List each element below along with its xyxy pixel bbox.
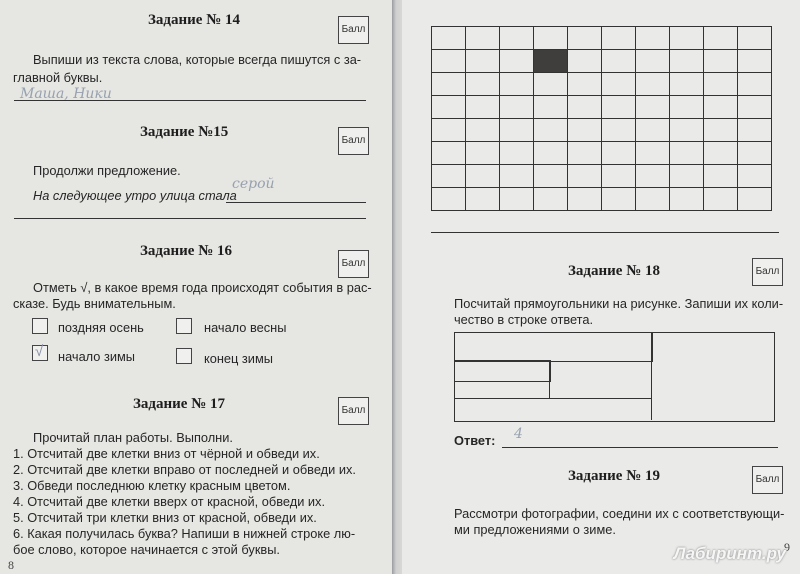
task14-answer-line[interactable]: [14, 100, 366, 101]
task18-handwritten-answer: 4: [514, 426, 523, 442]
grid-cell[interactable]: [500, 188, 534, 211]
grid-cell[interactable]: [704, 96, 738, 119]
task19-text2: ми предложениями о зиме.: [454, 522, 616, 537]
grid-cell[interactable]: [670, 50, 704, 73]
grid-cell[interactable]: [602, 142, 636, 165]
checkmark-icon: √: [35, 343, 44, 360]
task18-score-box[interactable]: Балл: [752, 258, 783, 286]
grid-cell[interactable]: [636, 142, 670, 165]
page-number-left: 8: [8, 558, 14, 572]
grid-cell[interactable]: [670, 27, 704, 50]
task17-step-3: 3. Обведи последнюю клетку красным цветом.: [13, 478, 291, 493]
grid-cell[interactable]: [636, 73, 670, 96]
rect-bottom-line: [454, 398, 651, 399]
option-early-winter-label: начало зимы: [58, 349, 135, 364]
grid-cell[interactable]: [432, 96, 466, 119]
task15-title: Задание №15: [140, 124, 229, 140]
grid-cell[interactable]: [738, 73, 772, 96]
checkbox-early-spring[interactable]: [176, 318, 192, 334]
grid-cell[interactable]: [534, 188, 568, 211]
grid-cell[interactable]: [670, 96, 704, 119]
grid-cell[interactable]: [602, 27, 636, 50]
grid-cell[interactable]: [738, 142, 772, 165]
grid-cell[interactable]: [466, 142, 500, 165]
grid-cell[interactable]: [534, 50, 568, 73]
task17-step-2: 2. Отсчитай две клетки вправо от последней и обведи их.: [13, 462, 356, 477]
grid-cell[interactable]: [568, 50, 602, 73]
grid-cell[interactable]: [704, 165, 738, 188]
grid-cell[interactable]: [704, 119, 738, 142]
grid-answer-line[interactable]: [431, 232, 779, 233]
task18-text: Посчитай прямоугольники на рисунке. Запиши их коли-: [454, 296, 784, 311]
task16-title: Задание № 16: [140, 243, 233, 259]
grid-cell[interactable]: [466, 50, 500, 73]
grid-cell[interactable]: [534, 165, 568, 188]
grid-cell[interactable]: [636, 119, 670, 142]
task14-handwritten-answer: Маша, Ники: [20, 86, 112, 102]
task19-text: Рассмотри фотографии, соедини их с соответствующи-: [454, 506, 785, 521]
watermark-logo: Лабиринт.ру: [673, 544, 786, 563]
grid-cell[interactable]: [568, 73, 602, 96]
grid-cell[interactable]: [738, 188, 772, 211]
task14-text: Выпиши из текста слова, которые всегда пишутся с за-: [33, 52, 362, 67]
grid-cell[interactable]: [602, 119, 636, 142]
option-late-winter-label: конец зимы: [204, 351, 273, 366]
grid-cell[interactable]: [704, 142, 738, 165]
task17-intro: Прочитай план работы. Выполни.: [33, 430, 233, 445]
grid-cell[interactable]: [500, 73, 534, 96]
task17-title: Задание № 17: [133, 396, 226, 412]
grid-cell[interactable]: [670, 73, 704, 96]
grid-cell[interactable]: [704, 50, 738, 73]
grid-cell[interactable]: [636, 27, 670, 50]
grid-cell[interactable]: [534, 119, 568, 142]
grid-cell[interactable]: [670, 188, 704, 211]
grid-cell[interactable]: [738, 119, 772, 142]
task14-text2: главной буквы.: [13, 70, 103, 85]
grid-cell[interactable]: [432, 188, 466, 211]
task17-step-6-cont: бое слово, которое начинается с этой буквы.: [13, 542, 280, 557]
task15-handwritten-answer: серой: [232, 176, 275, 192]
grid-cell[interactable]: [568, 27, 602, 50]
task19-title: Задание № 19: [568, 468, 661, 484]
grid-cell[interactable]: [670, 165, 704, 188]
task14-score-box[interactable]: Балл: [338, 16, 369, 44]
grid-cell[interactable]: [568, 96, 602, 119]
task17-score-box[interactable]: Балл: [338, 397, 369, 425]
grid-cell[interactable]: [432, 73, 466, 96]
grid-cell[interactable]: [670, 142, 704, 165]
book-spine: [392, 0, 402, 574]
task19-score-box[interactable]: Балл: [752, 466, 783, 494]
task17-cell-grid[interactable]: [431, 26, 772, 211]
grid-cell[interactable]: [466, 27, 500, 50]
grid-cell[interactable]: [500, 50, 534, 73]
grid-cell[interactable]: [534, 96, 568, 119]
right-page: [402, 0, 800, 574]
grid-cell[interactable]: [534, 27, 568, 50]
grid-cell[interactable]: [636, 50, 670, 73]
rect-small: [454, 360, 551, 382]
grid-cell[interactable]: [432, 50, 466, 73]
rect-divider: [651, 332, 652, 420]
grid-cell[interactable]: [432, 27, 466, 50]
task15-answer-line[interactable]: [226, 202, 366, 203]
grid-cell[interactable]: [500, 96, 534, 119]
grid-cell[interactable]: [568, 119, 602, 142]
grid-cell[interactable]: [738, 27, 772, 50]
grid-cell[interactable]: [602, 50, 636, 73]
task16-text: Отметь √, в какое время года происходят события в рас-: [33, 280, 372, 295]
grid-cell[interactable]: [738, 165, 772, 188]
grid-cell[interactable]: [636, 165, 670, 188]
grid-cell[interactable]: [602, 165, 636, 188]
checkbox-late-autumn[interactable]: [32, 318, 48, 334]
grid-cell[interactable]: [432, 142, 466, 165]
grid-cell[interactable]: [636, 96, 670, 119]
option-early-spring-label: начало весны: [204, 320, 287, 335]
grid-cell[interactable]: [466, 165, 500, 188]
grid-cell[interactable]: [500, 142, 534, 165]
grid-cell[interactable]: [466, 73, 500, 96]
grid-cell[interactable]: [500, 119, 534, 142]
task15-answer-line-2[interactable]: [14, 218, 366, 219]
grid-cell[interactable]: [602, 73, 636, 96]
task14-title: Задание № 14: [148, 12, 241, 28]
task16-text2: сказе. Будь внимательным.: [13, 296, 176, 311]
grid-cell[interactable]: [670, 119, 704, 142]
grid-cell[interactable]: [568, 165, 602, 188]
task15-score-box[interactable]: Балл: [338, 127, 369, 155]
grid-cell[interactable]: [432, 165, 466, 188]
checkbox-late-winter[interactable]: [176, 348, 192, 364]
grid-cell[interactable]: [704, 73, 738, 96]
task18-answer-line[interactable]: [502, 447, 778, 448]
rect-inner-divider: [549, 360, 550, 398]
task18-text2: чество в строке ответа.: [454, 312, 594, 327]
grid-cell[interactable]: [534, 73, 568, 96]
option-late-autumn-label: поздняя осень: [58, 320, 144, 335]
left-page: [0, 0, 392, 574]
grid-cell[interactable]: [704, 188, 738, 211]
task17-step-4: 4. Отсчитай две клетки вверх от красной, обведи их.: [13, 494, 325, 509]
task15-text: Продолжи предложение.: [33, 163, 181, 178]
checkbox-early-winter[interactable]: [32, 345, 48, 361]
task16-score-box[interactable]: Балл: [338, 250, 369, 278]
rect-top-left: [454, 332, 653, 362]
grid-cell[interactable]: [602, 188, 636, 211]
grid-cell[interactable]: [432, 119, 466, 142]
grid-cell[interactable]: [500, 27, 534, 50]
page-number-right: 9: [784, 540, 790, 554]
grid-cell[interactable]: [636, 188, 670, 211]
grid-cell[interactable]: [466, 188, 500, 211]
task18-title: Задание № 18: [568, 263, 661, 279]
task17-step-6: 6. Какая получилась буква? Напиши в нижней строке лю-: [13, 526, 356, 541]
task17-step-1: 1. Отсчитай две клетки вниз от чёрной и обведи их.: [13, 446, 320, 461]
grid-cell[interactable]: [466, 96, 500, 119]
grid-cell[interactable]: [704, 27, 738, 50]
grid-cell[interactable]: [738, 50, 772, 73]
grid-cell[interactable]: [466, 119, 500, 142]
answer-label: Ответ:: [454, 433, 496, 448]
grid-cell[interactable]: [534, 142, 568, 165]
grid-cell[interactable]: [568, 142, 602, 165]
task17-step-5: 5. Отсчитай три клетки вниз от красной, обведи их.: [13, 510, 317, 525]
grid-cell[interactable]: [738, 96, 772, 119]
grid-cell[interactable]: [500, 165, 534, 188]
grid-cell[interactable]: [602, 96, 636, 119]
grid-cell[interactable]: [568, 188, 602, 211]
task15-sentence: На следующее утро улица стала: [33, 188, 237, 203]
